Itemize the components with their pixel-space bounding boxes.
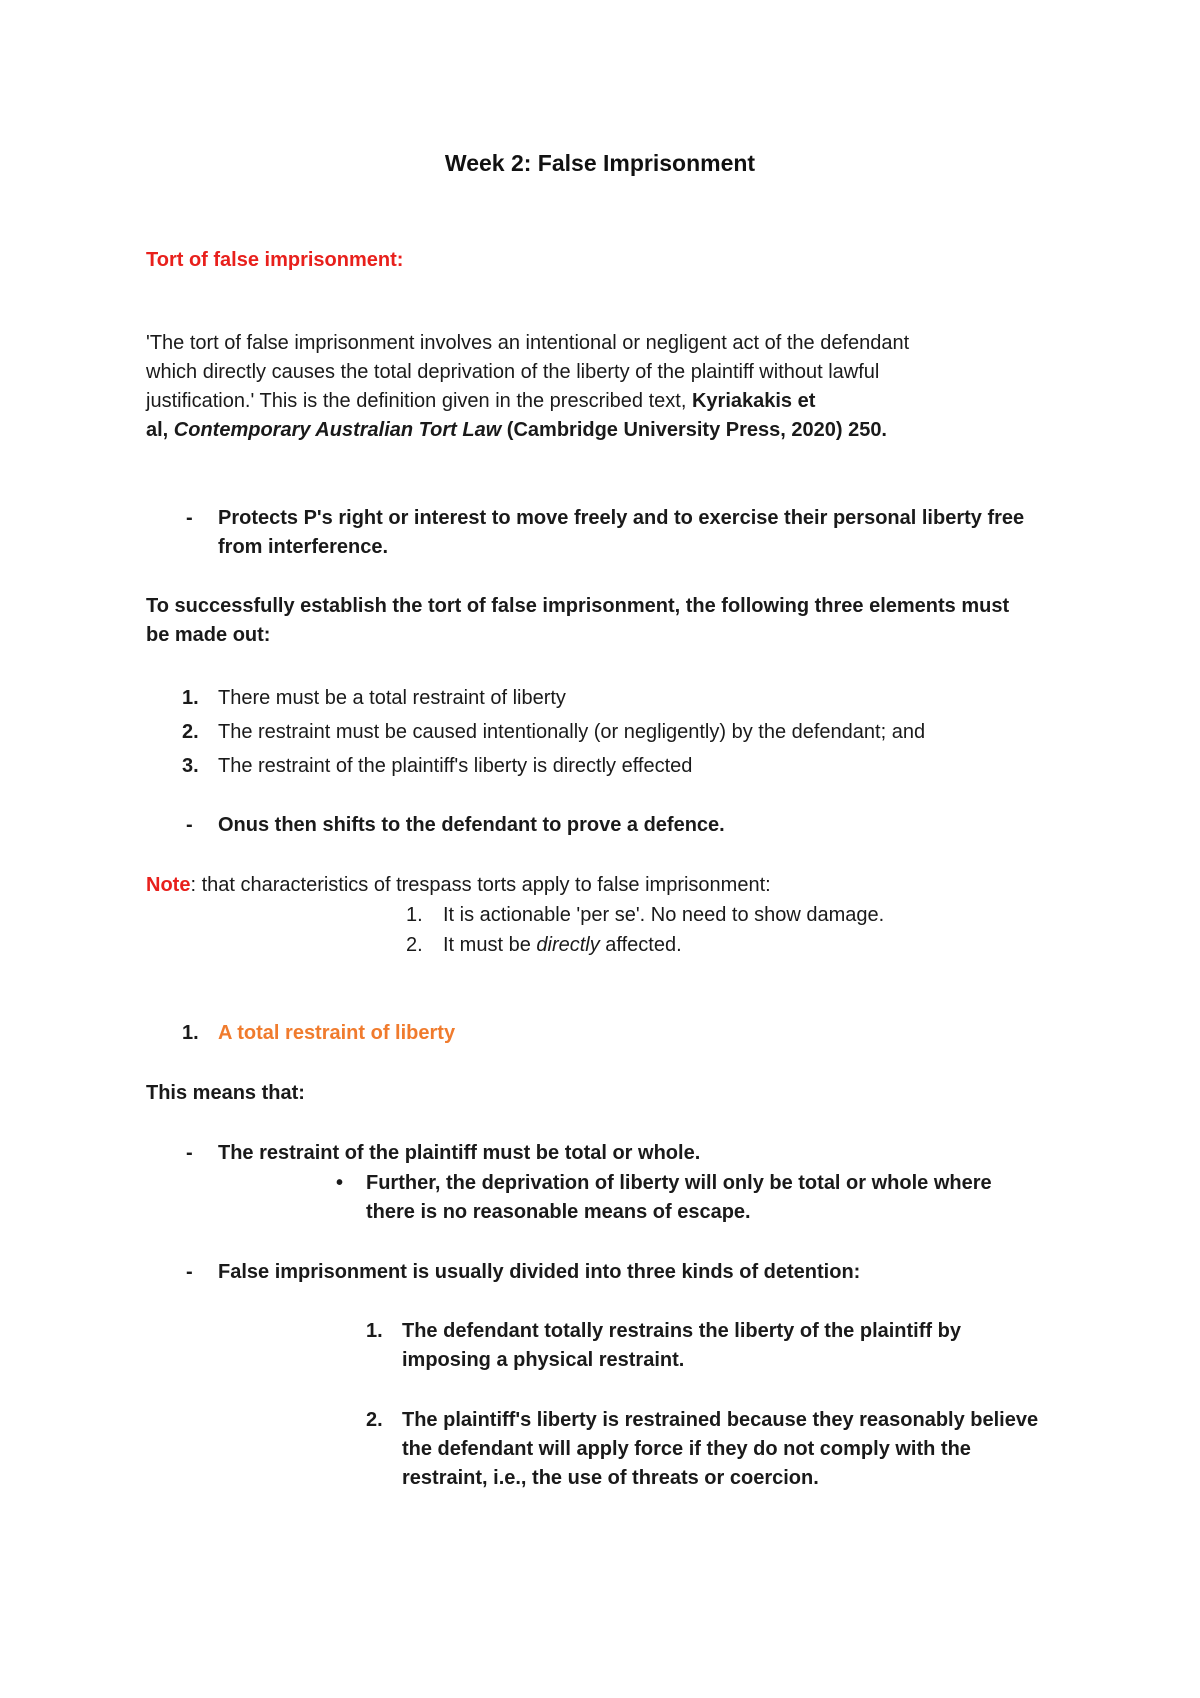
note-item-number: 2. (406, 934, 423, 956)
dash-marker: - (186, 1261, 193, 1283)
note-item-emphasis: directly (536, 934, 600, 956)
note-item-number: 1. (406, 904, 423, 926)
section-1-number: 1. (182, 1022, 199, 1044)
dash-marker: - (186, 507, 193, 529)
note-label: Note (146, 874, 191, 896)
element-number: 1. (182, 687, 199, 709)
citation-al: al, (146, 419, 174, 441)
element-number: 2. (182, 721, 199, 743)
note-line (146, 871, 771, 900)
dash-marker: - (186, 814, 193, 836)
element-text: The restraint must be caused intentionally (or negligently) by the defendant; and (218, 721, 926, 743)
kinds-text: False imprisonment is usually divided into three kinds of detention: (218, 1261, 861, 1283)
quote-line-3 (146, 387, 815, 416)
bullet-marker: • (336, 1172, 344, 1194)
note-item-prefix: It must be (443, 934, 537, 956)
quote-line-1: 'The tort of false imprisonment involves an intentional or negligent act of the defendant (146, 332, 910, 354)
detention-number: 2. (366, 1409, 383, 1431)
protects-line-1: Protects P's right or interest to move freely and to exercise their personal liberty free (218, 507, 1025, 529)
detention-line: the defendant will apply force if they do not comply with the (402, 1438, 971, 1460)
detention-line: The plaintiff's liberty is restrained because they reasonably believe (402, 1409, 1039, 1431)
further-line-2: there is no reasonable means of escape. (366, 1201, 751, 1223)
note-item-text (443, 931, 682, 960)
detention-line: restraint, i.e., the use of threats or coercion. (402, 1467, 819, 1489)
note-text: : that characteristics of trespass torts apply to false imprisonment: (190, 874, 771, 896)
element-number: 3. (182, 755, 199, 777)
page-title: Week 2: False Imprisonment (444, 150, 756, 176)
establish-line-2: be made out: (146, 624, 271, 646)
onus-text: Onus then shifts to the defendant to prove a defence. (218, 814, 725, 836)
detention-number: 1. (366, 1320, 383, 1342)
element-text: The restraint of the plaintiff's liberty is directly effected (218, 755, 693, 777)
protects-line-2: from interference. (218, 536, 389, 558)
note-item-suffix: affected. (599, 934, 682, 956)
this-means-heading: This means that: (146, 1082, 305, 1104)
note-item-text: It is actionable 'per se'. No need to show damage. (443, 904, 885, 926)
detention-line: imposing a physical restraint. (402, 1349, 685, 1371)
element-text: There must be a total restraint of liberty (218, 687, 566, 709)
citation-author: Kyriakakis et (691, 390, 816, 412)
restraint-total-text: The restraint of the plaintiff must be total or whole. (218, 1142, 701, 1164)
section-1-heading: A total restraint of liberty (218, 1022, 456, 1044)
establish-line-1: To successfully establish the tort of false imprisonment, the following three elements must (146, 595, 1010, 617)
quote-line-4 (146, 416, 887, 445)
further-line-1: Further, the deprivation of liberty will only be total or whole where (366, 1172, 992, 1194)
detention-line: The defendant totally restrains the liberty of the plaintiff by (402, 1320, 961, 1342)
citation-book-title: Contemporary Australian Tort Law (173, 419, 502, 441)
section-heading-tort: Tort of false imprisonment: (146, 249, 404, 271)
dash-marker: - (186, 1142, 193, 1164)
citation-publisher: (Cambridge University Press, 2020) 250. (501, 419, 887, 441)
quote-line-3-text: justification.' This is the definition given in the prescribed text, (146, 390, 692, 412)
quote-line-2: which directly causes the total deprivation of the liberty of the plaintiff without lawful (146, 361, 880, 383)
